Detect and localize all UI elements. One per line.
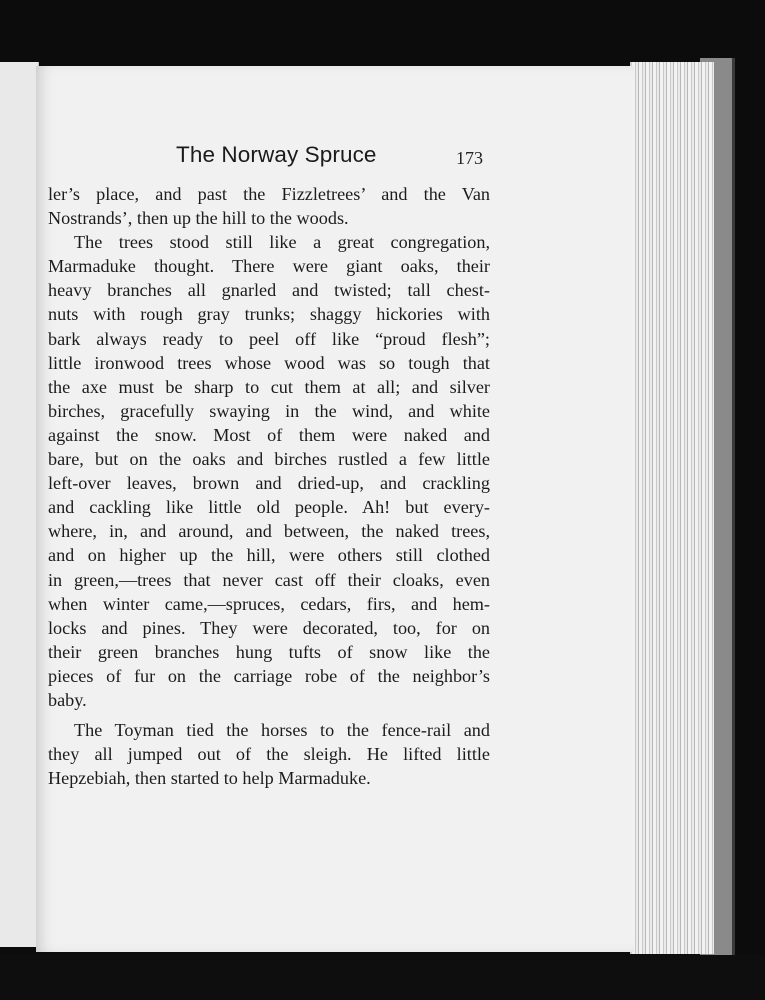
page-stack-edges	[630, 62, 714, 954]
text-line: in green,—trees that never cast off their cloaks, even	[48, 569, 490, 590]
text-line: left-over leaves, brown and dried-up, and crackling	[48, 473, 490, 494]
text-line: Marmaduke thought. There were giant oaks, their	[48, 256, 490, 277]
text-line: Nostrands’, then up the hill to the woods.	[48, 208, 349, 229]
page-number: 173	[456, 148, 483, 168]
text-line: bark always ready to peel off like “proud flesh”;	[48, 328, 490, 349]
text-line: little ironwood trees whose wood was so tough that	[48, 352, 490, 373]
text-line: they all jumped out of the sleigh. He lifted little	[48, 744, 490, 765]
text-line: locks and pines. They were decorated, too, for on	[48, 617, 490, 638]
text-line: bare, but on the oaks and birches rustled a few little	[48, 449, 490, 470]
text-line: against the snow. Most of them were naked and	[48, 424, 490, 445]
text-line: when winter came,—spruces, cedars, firs, and hem-	[48, 593, 490, 614]
bottom-shadow	[0, 955, 765, 1000]
text-line: The Toyman tied the horses to the fence-rail and	[74, 720, 490, 741]
left-page-edge	[0, 62, 39, 947]
text-line: and on higher up the hill, were others still clothed	[48, 545, 490, 566]
text-line: ler’s place, and past the Fizzletrees’ and the Van	[48, 184, 490, 204]
text-line: birches, gracefully swaying in the wind, and white	[48, 400, 490, 421]
text-line: The trees stood still like a great congregation,	[74, 232, 490, 253]
running-head: The Norway Spruce	[176, 142, 377, 167]
book-page	[36, 66, 634, 952]
text-line: where, in, and around, and between, the naked trees,	[48, 521, 490, 542]
text-line: baby.	[48, 689, 87, 710]
body-text	[48, 182, 490, 790]
text-line: the axe must be sharp to cut them at all; and silver	[48, 376, 490, 397]
text-line: their green branches hung tufts of snow like the	[48, 641, 490, 662]
text-line: pieces of fur on the carriage robe of the neighbor’s	[48, 665, 490, 686]
text-line: heavy branches all gnarled and twisted; tall chest-	[48, 280, 490, 301]
text-line: and cackling like little old people. Ah! but every-	[48, 497, 490, 518]
text-line: nuts with rough gray trunks; shaggy hickories with	[48, 304, 490, 325]
text-line: Hepzebiah, then started to help Marmaduke.	[48, 768, 371, 789]
